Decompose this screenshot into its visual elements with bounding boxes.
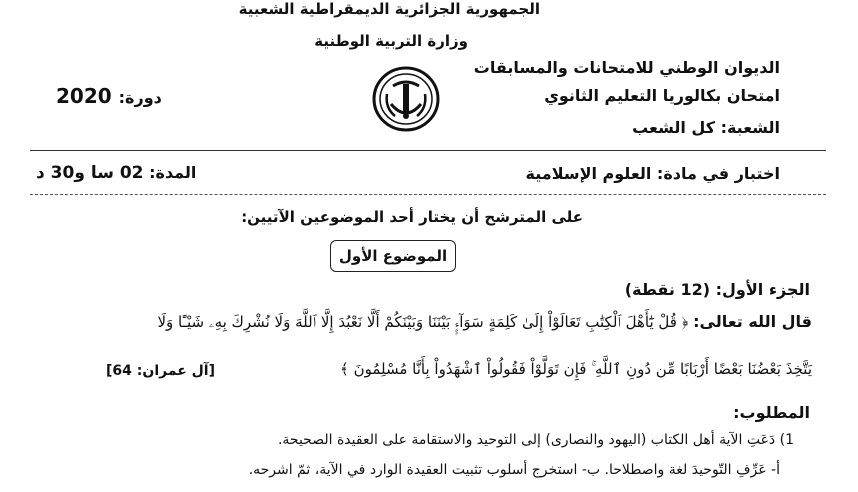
header-divider-top [30, 150, 826, 151]
exam-title: امتحان بكالوريا التعليم الثانوي [544, 86, 780, 105]
subject-line: اختبار في مادة: العلوم الإسلامية [525, 164, 780, 183]
verse-text-1: ﴿ قُلْ يَٰٓأَهْلَ ٱلْكِتَٰبِ تَعَالَوْاْ إِلَىٰ كَلِمَةٍ سَوَآءٍۭ بَيْنَنَا وَبَيْنَكُمْ أَلَّا نَعْبُدَ إِلَّا ٱللَّهَ وَلَا نُشْرِكَ بِهِۦ شَيْـًٔا وَلَا [157, 313, 689, 331]
duration-label: المدة: [149, 163, 197, 182]
question-1: 1) دَعَتِ الآية أهل الكتاب (اليهود والنصارى) إلى التوحيد والاستقامة على العقيدة الصحيحة. [277, 432, 794, 448]
verse-line-2: يَتَّخِذَ بَعْضُنَا بَعْضًا أَرْبَابًا مِّن دُونِ ٱللَّهِ ۚ فَإِن تَوَلَّوْاْ فَقُولُواْ ٱشْهَدُواْ بِأَنَّا مُسْلِمُونَ ﴾ [340, 360, 812, 378]
part-title: الجزء الأول: (12 نقطة) [624, 280, 810, 299]
republic-title: الجمهورية الجزائرية الديمقراطية الشعبية [238, 0, 540, 18]
duration-value: 02 سا و30 د [36, 163, 144, 183]
session-label: دورة: [118, 88, 162, 107]
verse-reference: [آل عمران: 64] [106, 363, 215, 379]
topic-title-box [330, 240, 456, 272]
instructions: على المترشح أن يختار أحد الموضوعين الآتيين: [241, 208, 583, 226]
session-line [56, 84, 162, 108]
stream-label: الشعبة: كل الشعب [632, 118, 780, 137]
header-divider-bottom [30, 194, 826, 195]
session-year: 2020 [56, 84, 112, 108]
verse-line-1 [22, 312, 812, 331]
question-1-sub: أ- عَرِّفِ التّوحيدَ لغة واصطلاحا. ب- استخرج أسلوب تثبيت العقيدة الوارد في الآية، ثمّ اشرحه. [248, 462, 780, 478]
duration-line [36, 163, 196, 183]
required-label: المطلوب: [733, 403, 810, 422]
ministry-title: وزارة التربية الوطنية [314, 32, 468, 50]
onec-emblem-icon [371, 64, 441, 134]
verse-intro: قال الله تعالى: [693, 312, 812, 331]
office-title: الديوان الوطني للامتحانات والمسابقات [473, 58, 780, 77]
topic-title: الموضوع الأول [338, 247, 448, 265]
